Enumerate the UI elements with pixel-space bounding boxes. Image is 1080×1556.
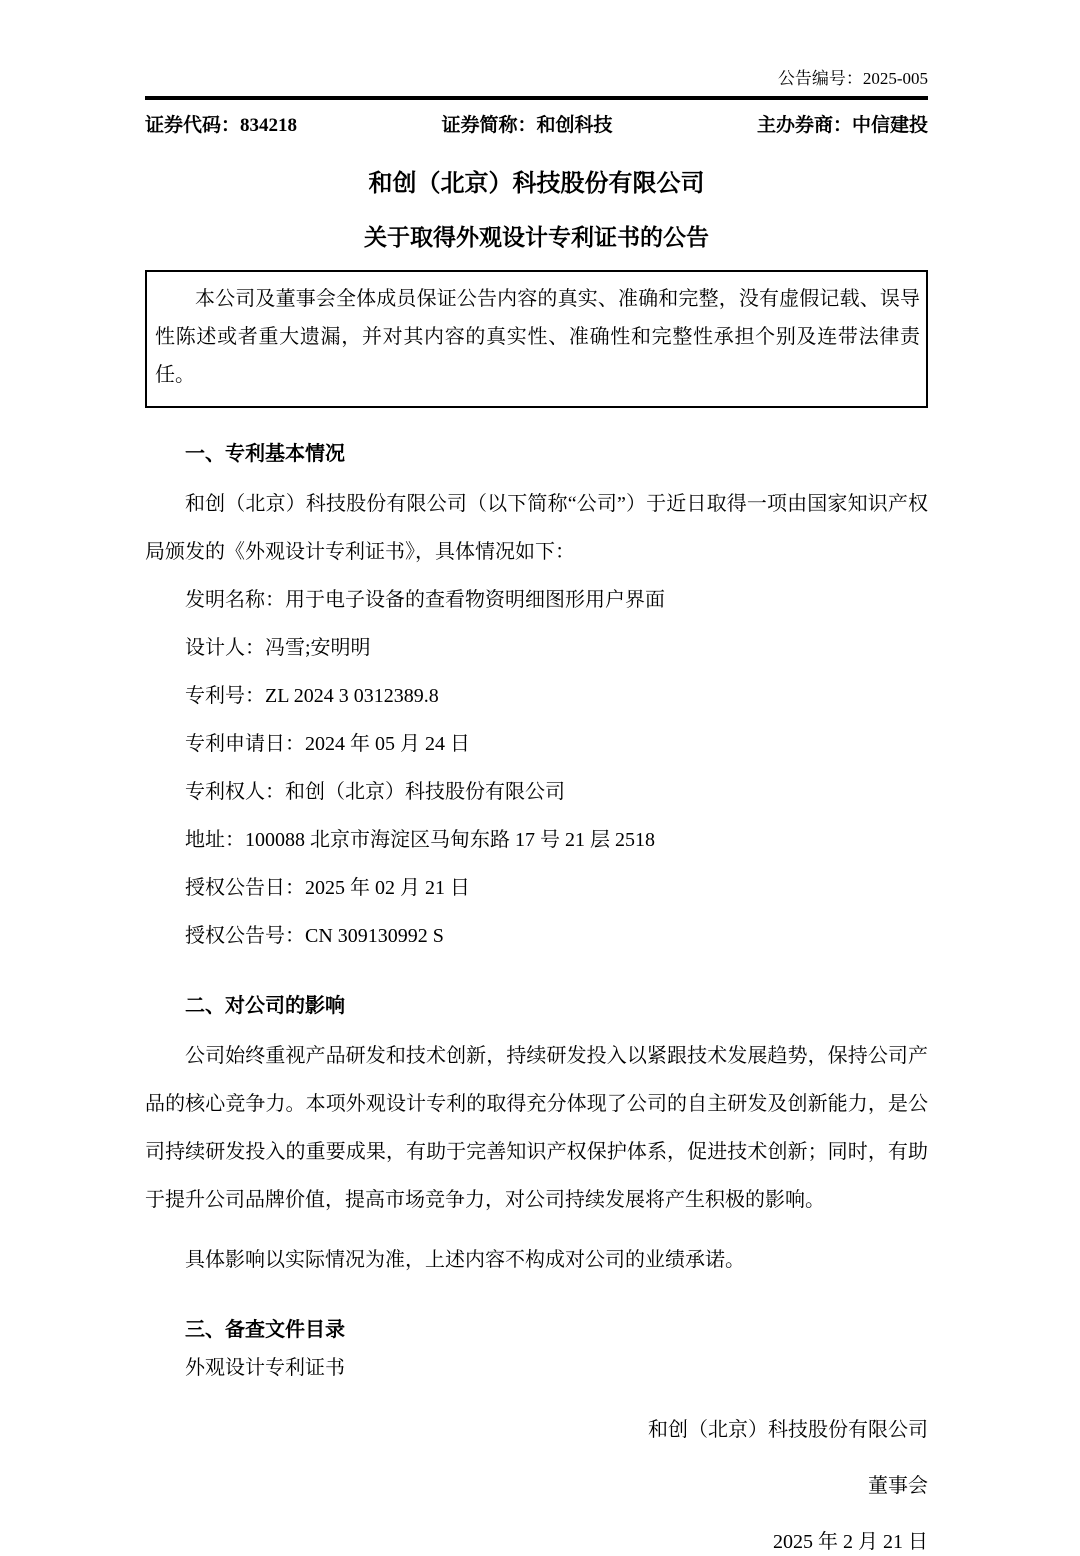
signature-company: 和创（北京）科技股份有限公司 xyxy=(648,1419,928,1441)
patent-detail-grant-number: 授权公告号：CN 309130992 S xyxy=(185,925,444,947)
announcement-number: 公告编号：2025-005 xyxy=(777,69,928,88)
section-3-heading: 三、备查文件目录 xyxy=(185,1319,345,1341)
disclaimer-text: 本公司及董事会全体成员保证公告内容的真实、准确和完整，没有虚假记载、误导性陈述或者重大遗漏，并对其内容的真实性、准确性和完整性承担个别及连带法律责任。 xyxy=(155,288,920,386)
stock-short-name: 证券简称：和创科技 xyxy=(441,115,613,136)
patent-detail-designers: 设计人：冯雪;安明明 xyxy=(185,637,371,659)
patent-detail-invention-name: 发明名称：用于电子设备的查看物资明细图形用户界面 xyxy=(185,589,665,611)
sponsor-broker: 主办券商：中信建投 xyxy=(756,115,928,136)
header-divider xyxy=(145,96,928,100)
section-2-heading: 二、对公司的影响 xyxy=(185,995,345,1017)
disclaimer-box xyxy=(145,270,928,408)
announcement-title: 关于取得外观设计专利证书的公告 xyxy=(364,225,709,250)
section-1-intro: 和创（北京）科技股份有限公司（以下简称“公司”）于近日取得一项由国家知识产权局颁发的《外观设计专利证书》，具体情况如下： xyxy=(145,493,928,563)
patent-detail-application-date: 专利申请日：2024 年 05 月 24 日 xyxy=(185,733,470,755)
stock-code: 证券代码：834218 xyxy=(145,115,298,136)
patent-details-list xyxy=(145,576,928,960)
patent-detail-address: 地址：100088 北京市海淀区马甸东路 17 号 21 层 2518 xyxy=(185,829,655,851)
section-2-paragraph-1: 公司始终重视产品研发和技术创新，持续研发投入以紧跟技术发展趋势，保持公司产品的核心竞争力。本项外观设计专利的取得充分体现了公司的自主研发及创新能力，是公司持续研发投入的重要成果，有助于完善知识产权保护体系，促进技术创新；同时，有助于提升公司品牌价值，提高市场竞争力，对公司持续发展将产生积极的影响。 xyxy=(145,1045,928,1211)
signature-date: 2025 年 2 月 21 日 xyxy=(773,1531,928,1553)
signature-board: 董事会 xyxy=(868,1475,928,1497)
patent-detail-patent-number: 专利号：ZL 2024 3 0312389.8 xyxy=(185,685,439,707)
securities-info-row xyxy=(145,114,928,138)
reference-document-item: 外观设计专利证书 xyxy=(185,1357,345,1379)
section-2-paragraph-2: 具体影响以实际情况为准，上述内容不构成对公司的业绩承诺。 xyxy=(185,1249,745,1271)
company-title: 和创（北京）科技股份有限公司 xyxy=(368,171,705,197)
section-1-heading: 一、专利基本情况 xyxy=(185,443,345,465)
patent-detail-patentee: 专利权人：和创（北京）科技股份有限公司 xyxy=(185,781,565,803)
patent-detail-grant-date: 授权公告日：2025 年 02 月 21 日 xyxy=(185,877,470,899)
